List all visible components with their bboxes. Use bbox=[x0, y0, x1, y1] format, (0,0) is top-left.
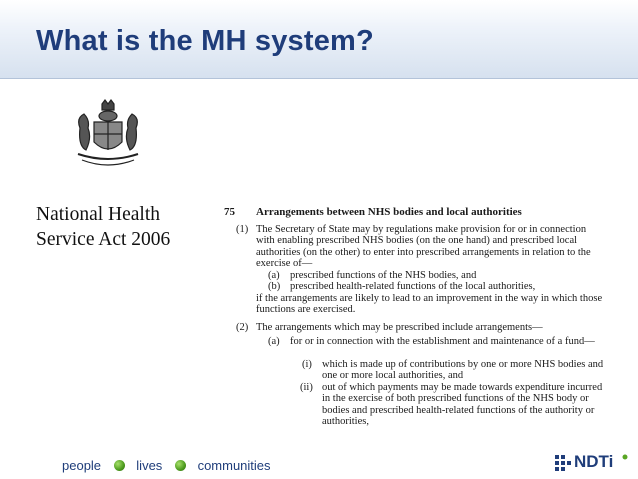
green-dot-icon bbox=[114, 460, 125, 471]
subsection-1b-label: (b) bbox=[268, 281, 281, 292]
subsection-1-closing: if the arrangements are likely to lead to an improvement in the way in which those functions are exercised. bbox=[256, 293, 603, 316]
subsection-1a-label: (a) bbox=[268, 270, 280, 281]
subsection-2a-text: for or in connection with the establishment and maintenance of a fund— bbox=[290, 336, 595, 347]
subsection-2a-i-text: which is made up of contributions by one or more NHS bodies and one or more local authorities, and bbox=[322, 359, 604, 382]
subsection-2a-ii-text: out of which payments may be made towards expenditure incurred in the exercise of both prescribed functions of the NHS body or bodies and prescribed health-related functions of the authority or authorities, bbox=[322, 382, 603, 427]
green-dot-icon bbox=[175, 460, 186, 471]
slide-title: What is the MH system? bbox=[36, 25, 374, 57]
subsection-2-number: (2) bbox=[236, 322, 249, 333]
ndti-logo-text: NDTi bbox=[574, 452, 614, 471]
subsection-1b-text: prescribed health-related functions of the local authorities, bbox=[290, 281, 536, 292]
section-title: Arrangements between NHS bodies and local authorities bbox=[256, 206, 522, 218]
footer-word-people: people bbox=[62, 458, 102, 474]
section-number: 75 bbox=[224, 206, 235, 218]
subsection-1-number: (1) bbox=[236, 224, 249, 235]
subsection-2-text: The arrangements which may be prescribed include arrangements— bbox=[256, 322, 543, 333]
footer-tagline bbox=[62, 457, 271, 473]
subsection-2a-ii-label: (ii) bbox=[300, 382, 313, 393]
subsection-1a-text: prescribed functions of the NHS bodies, and bbox=[290, 270, 477, 281]
subsection-2a-label: (a) bbox=[268, 336, 280, 347]
subsection-1-text: The Secretary of State may by regulations make provision for or in connection with enabling prescribed NHS bodies (on the one hand) and prescribed local authorities (on the other) to enter into prescribed arrangements in relation to the exercise of— bbox=[256, 224, 591, 269]
footer-word-communities: communities bbox=[197, 458, 271, 474]
footer-word-lives: lives bbox=[136, 458, 163, 474]
act-title-line1: National Health bbox=[36, 204, 160, 225]
act-title-line2: Service Act 2006 bbox=[36, 229, 171, 250]
subsection-2a-i-label: (i) bbox=[302, 359, 312, 370]
